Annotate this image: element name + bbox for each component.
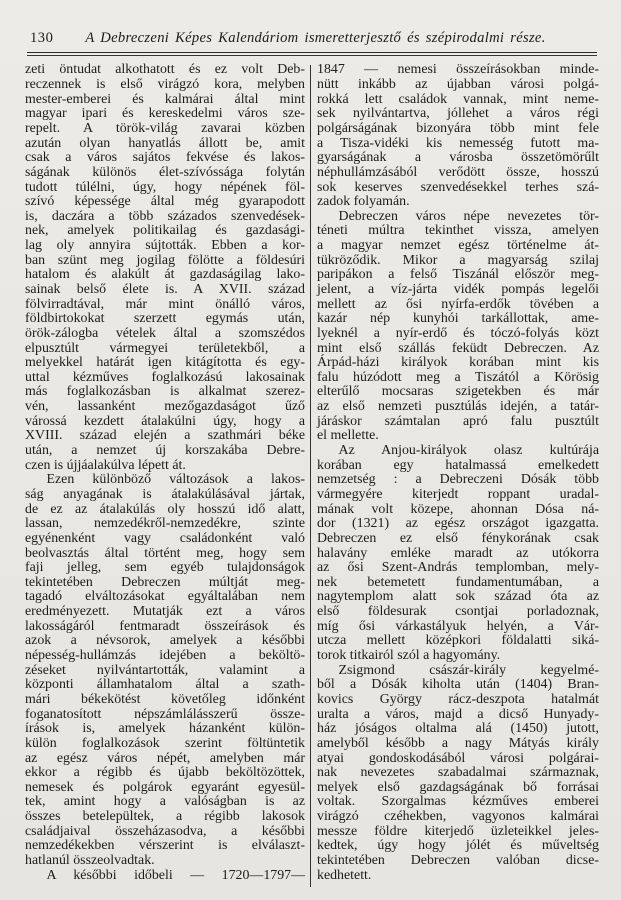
text-line: sok keserves szenvedésekkel terhes szá-	[317, 179, 599, 195]
text-line: hatlanúl összeolvadtak.	[25, 852, 155, 868]
text-line: nak nevezetes szabadalmai származnak,	[317, 765, 599, 781]
text-line: téneti múltra tekinthet vissza, amelyen	[317, 223, 599, 239]
text-line: foganatosított népszámlálásszerű össze-	[25, 706, 305, 722]
text-line: magyar ipari és kereskedelmi város sze-	[25, 106, 305, 122]
text-line: zeti öntudat alkothatott és ez volt Deb-	[25, 62, 305, 78]
paragraph	[317, 664, 599, 884]
text-line: mint első szállás feküdt Debreczen. Az	[317, 340, 599, 356]
text-line: külön foglalkozások szerint föltüntetik	[25, 735, 305, 751]
text-line: eredményezett. Mutatják ezt a város	[25, 604, 305, 620]
page-header	[0, 0, 621, 47]
text-line: népesség-hullámzás idejében a beköltö-	[25, 648, 305, 664]
text-line: az ősi Szent-András templomban, mely-	[317, 560, 599, 576]
text-line: fölvirradtával, már mint önálló város,	[25, 296, 305, 312]
paragraph	[317, 210, 599, 444]
text-line: beolvasztás által történt meg, hogy sem	[25, 545, 305, 561]
text-line: az egész város népét, amelyben már	[25, 750, 305, 766]
text-line: Az Anjou-királyok olasz kultúrája	[338, 443, 599, 459]
text-line: zadok folyamán.	[317, 194, 410, 210]
text-line: szívó képessége által még gyarapodott	[25, 194, 305, 210]
text-line: vármegyére kiterjedt roppant uradal-	[317, 486, 599, 502]
text-line: ekkor a régibb és újabb beköltözöttek,	[25, 765, 305, 781]
text-line: paripákon a felső Tiszánál először meg-	[317, 267, 599, 283]
text-line: tek, amint hogy a valóságban is az	[25, 794, 305, 810]
text-line: nek, amelyek politikailag és gazdasági-	[25, 223, 305, 239]
text-line: csak a város sajátos fekvése és lakos-	[25, 150, 305, 166]
text-line: 1847 — nemesi összeírásokban minde-	[317, 62, 599, 78]
text-line: nemzetség : a Debreczeni Dósák több	[317, 472, 599, 488]
text-line: nütt inkább az újabban városi polgá-	[317, 77, 599, 93]
text-line: vén, lassanként mezőgazdaságot űző	[25, 399, 305, 415]
text-line: családjaival összeházasodva, a későbbi	[25, 823, 305, 839]
text-line: kedtek, úgy hogy jólét és műveltség	[317, 838, 599, 854]
text-line: földbirtokokat szerzett egymás után,	[25, 311, 305, 327]
text-line: azok a névsorok, amelyek a későbbi	[25, 633, 305, 649]
paragraph	[317, 63, 599, 209]
text-line: azután olyan hanyatlás állott be, amit	[25, 135, 305, 151]
text-line: hatalom és alakúlt át gazdaságilag lako-	[25, 267, 305, 283]
text-line: ságának különös élet-szívóssága folytán	[25, 164, 305, 180]
text-line: is, daczára a több százados szenvedések-	[25, 208, 305, 224]
text-line: tekintetében Debreczen múltját meg-	[25, 574, 305, 590]
text-line: mának volt közepe, ahonnan Dósa ná-	[317, 501, 599, 517]
text-line: összes betelepültek, a régibb lakosok	[25, 809, 305, 825]
text-line: korában egy hatalmassá emelkedett	[317, 457, 599, 473]
text-line: kazár nép kunyhói tarkállottak, ame-	[317, 311, 599, 327]
text-line: tükröződik. Mikor a magyarság szilaj	[317, 252, 599, 268]
text-line: elterűlő mocsaras szigetekben és már	[317, 384, 599, 400]
text-line: torok titkairól szól a hagyomány.	[317, 648, 501, 664]
running-header-title: A Debreczeni Képes Kalendáriom ismeretterjesztő és szépirodalmi része.	[85, 30, 546, 46]
text-line: amelyből később a nagy Mátyás király	[317, 735, 599, 751]
text-line: néphullámzásából verődött össze, hosszú	[317, 164, 599, 180]
text-line: mester-emberei és kalmárai által mint	[25, 91, 305, 107]
paragraph	[25, 869, 305, 884]
text-line: repelt. A török-világ zavarai közben	[25, 120, 305, 136]
text-line: Debreczen ez első fénykorának csak	[317, 530, 599, 546]
text-line: az első nemzeti pusztúlás idején, a tatár-	[317, 399, 599, 415]
paragraph	[317, 444, 599, 664]
text-line: zéseket nyilvántartották, valamint a	[25, 662, 305, 678]
text-line: utcza mellett középkori földalatti siká-	[317, 633, 599, 649]
text-line: nagytemplom alatt sok század óta az	[317, 589, 599, 605]
text-line: mári békekötést követőleg időnként	[25, 691, 305, 707]
text-line: reczennek is első virágzó kora, melyben	[25, 77, 305, 93]
text-line: mellett az ősi nyírfa-erdők tövében a	[317, 296, 599, 312]
text-line: falu húzódott meg a Tiszától a Körösig	[317, 369, 599, 385]
text-line: Ezen különböző változások a lakos-	[46, 472, 305, 488]
text-line: központi államhatalom által a szath-	[25, 677, 305, 693]
text-line: járáskor számtalan apró falu pusztúlt	[317, 413, 599, 429]
text-line: tudott túlélni, úgy, hogy népének föl-	[25, 179, 305, 195]
text-line: Debreczen város népe nevezetes tör-	[338, 208, 599, 224]
text-line: polgárságának bizonyára több mint fele	[317, 120, 599, 136]
text-line: sek nyilvántartva, jóllehet a város régi	[317, 106, 599, 122]
text-line: czen is újjáalakúlva lépett át.	[25, 457, 186, 473]
text-line: Zsigmond császár-király kegyelmé-	[338, 662, 599, 678]
text-line: messze földre kiterjedő üzleteikkel jeles-	[317, 823, 599, 839]
text-line: uralta a város, majd a dicső Hunyady-	[317, 706, 599, 722]
text-line: voltak. Szorgalmas kézműves emberei	[317, 794, 599, 810]
column-left	[25, 63, 305, 887]
page-body	[0, 56, 621, 887]
column-right	[317, 63, 599, 887]
text-line: míg ősi várkastályuk helyén, a Vár-	[317, 618, 599, 634]
text-line: írások is, amelyek házanként külön-	[25, 721, 305, 737]
text-line: más foglalkozásban is alkalmat szerez-	[25, 384, 305, 400]
text-line: melyek első gazdagságának bő forrásai	[317, 779, 599, 795]
text-line: egyénenként vagy családonként való	[25, 530, 305, 546]
text-line: nek betemetett fundamentumában, a	[317, 574, 599, 590]
text-line: sainak belső élete is. A XVII. század	[25, 282, 305, 297]
text-line: halavány emléke maradt az utókorra	[317, 545, 599, 561]
paragraph	[25, 63, 305, 473]
text-line: ság anyagának is átalakúlásával jártak,	[25, 486, 305, 502]
text-line: tagadó elváltozásokat egyáltalában nem	[25, 589, 305, 605]
text-line: ből a Dósák kiholta után (1404) Bran-	[317, 677, 599, 693]
text-line: uttal kézműves foglalkozású lakosainak	[25, 369, 305, 385]
text-line: lakosságáról fentmaradt összeírások és	[25, 618, 305, 634]
text-line: faji jelleg, sem egyéb tulajdonságok	[25, 560, 305, 576]
text-line: rokká lett családok vannak, mint neme-	[317, 91, 599, 107]
text-line: XVIII. század elején a szathmári béke	[25, 428, 305, 444]
text-line: ház jóságos oltalma alá (1450) jutott,	[317, 721, 599, 737]
text-line: lyeknél a nyír-erdő és tóczó-folyás közt	[317, 325, 599, 341]
text-line: lag oly annyira sújtották. Ebben a kor-	[25, 238, 305, 254]
text-line: kedhetett.	[317, 867, 372, 883]
text-line: után, a nemzet új korszakába Debre-	[25, 443, 305, 459]
text-line: melyekkel határát igen kitágította és egy-	[25, 355, 305, 371]
text-line: atyai gondoskodásából városi polgárai-	[317, 750, 599, 766]
text-line: A későbbi időbeli — 1720—1797—	[46, 867, 305, 883]
text-line: kovics György rácz-deszpota hatalmát	[317, 691, 599, 707]
text-line: a Tisza-vidéki kis nemesség futott ma-	[317, 135, 599, 151]
text-line: a magyar nemzet egész történelme át-	[317, 238, 599, 254]
text-line: virágzó czéhekben, vagyonos kalmárai	[317, 809, 599, 825]
text-line: első földesurak csontjai porladoznak,	[317, 604, 599, 620]
page-number: 130	[30, 30, 54, 46]
text-line: ban szünt meg jogilag fölötte a földesúri	[25, 252, 305, 268]
paragraph	[25, 473, 305, 868]
text-line: gyarságának a városba összetömörűlt	[317, 150, 599, 166]
text-line: elpusztúlt vármegyei területekből, a	[25, 340, 305, 356]
column-divider-rule	[310, 65, 311, 887]
text-line: nemzedékekben vérszerint is elválaszt-	[25, 838, 305, 854]
text-line: várossá kezdett átalakúlni úgy, hogy a	[25, 413, 305, 429]
text-line: örök-zálogba vételek által a szomszédos	[25, 325, 305, 341]
text-line: el mellette.	[317, 428, 379, 444]
text-line: dor (1321) az egész országot igazgatta.	[317, 516, 599, 532]
text-line: jelent, a víz-járta vidék pompás legelői	[317, 282, 599, 297]
text-line: Árpád-házi királyok korában mint kis	[317, 355, 599, 371]
text-line: nemesek és polgárok egyaránt egyesül-	[25, 779, 305, 795]
text-line: de ez az átalakúlás oly hosszú idő alatt,	[25, 501, 305, 517]
text-line: tekintetében Debreczen valóban dicse-	[317, 852, 599, 868]
text-line: lassan, nemzedékről-nemzedékre, szinte	[25, 516, 305, 532]
